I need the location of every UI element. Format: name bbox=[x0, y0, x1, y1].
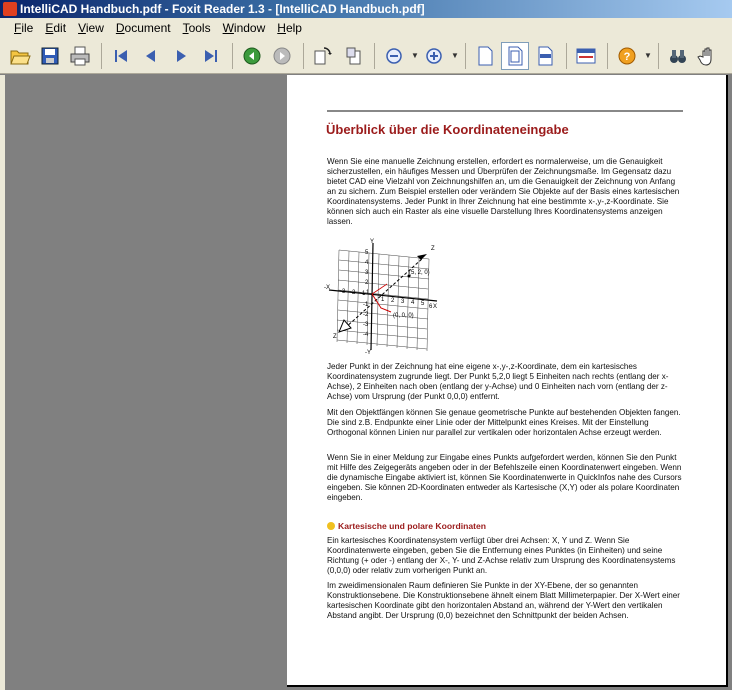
toolbar-separator bbox=[232, 43, 233, 69]
menu-grip bbox=[0, 18, 8, 38]
svg-text:5: 5 bbox=[421, 301, 425, 307]
rotate-clockwise-icon[interactable] bbox=[309, 42, 337, 70]
toolbar-separator bbox=[566, 43, 567, 69]
svg-text:3: 3 bbox=[401, 299, 405, 305]
toolbar-separator bbox=[465, 43, 466, 69]
svg-text:-2: -2 bbox=[350, 290, 356, 296]
ruler-icon[interactable] bbox=[572, 42, 600, 70]
svg-text:-3: -3 bbox=[340, 289, 346, 295]
menu-help[interactable]: Help bbox=[277, 21, 302, 35]
menu-window[interactable]: Window bbox=[222, 21, 266, 35]
zoom-out-icon[interactable] bbox=[380, 42, 408, 70]
toolbar-separator bbox=[303, 43, 304, 69]
paragraph-object-snaps: Mit den Objektfängen können Sie genaue geometrische Punkte auf bestehenden Objekten fangen. Die sind z.B. Endpunkte einer Linie oder der Mittelpunkt eines Kreises. Mit der Einstellung Orthogonal können Linien nur parallel zur vertikalen oder horizontalen Achse erzeugt werden. bbox=[327, 408, 681, 437]
point-label-520: (5, 2, 0) bbox=[409, 270, 430, 276]
zoom-out-dropdown-icon[interactable]: ▼ bbox=[411, 51, 419, 60]
svg-text:1: 1 bbox=[381, 297, 385, 303]
paragraph-point-explanation: Jeder Punkt in der Zeichnung hat eine eigene x-,y-,z-Koordinate, dem ein kartesisches Koordinatensystem zugrunde liegt. Der Punkt 5,2,0 liegt 5 Einheiten nach rechts (entlang der x-Achse), 2 Einheiten nach oben (entlang der y-Achse) und 0 Einheiten nach vorn (entlang der z-Achse) vom Ursprung (der Punkt 0,0,0) entfernt. bbox=[327, 362, 669, 401]
rotate-counterclockwise-icon[interactable] bbox=[339, 42, 367, 70]
svg-text:-1: -1 bbox=[363, 302, 369, 308]
foxit-app-icon[interactable] bbox=[3, 2, 17, 16]
menu-file[interactable]: File bbox=[14, 21, 34, 35]
point-leader bbox=[372, 284, 387, 294]
print-icon[interactable] bbox=[66, 42, 94, 70]
z-axis-arrowhead-icon bbox=[417, 254, 427, 260]
save-disk-icon[interactable] bbox=[36, 42, 64, 70]
neg-x-axis-label: -X bbox=[324, 285, 330, 291]
x-axis-label: X bbox=[433, 304, 438, 310]
zoom-in-dropdown-icon[interactable]: ▼ bbox=[451, 51, 459, 60]
toolbar-separator bbox=[101, 43, 102, 69]
help-icon[interactable] bbox=[613, 42, 641, 70]
svg-text:4: 4 bbox=[365, 260, 369, 266]
menu-edit[interactable]: Edit bbox=[45, 21, 67, 35]
window-title: IntelliCAD Handbuch.pdf - Foxit Reader 1.3 - [IntelliCAD Handbuch.pdf] bbox=[20, 2, 425, 16]
zoom-in-icon[interactable] bbox=[420, 42, 448, 70]
previous-page-icon[interactable] bbox=[137, 42, 165, 70]
forward-icon[interactable] bbox=[268, 42, 296, 70]
page-heading: Überblick über die Koordinateneingabe bbox=[326, 122, 569, 137]
header-rule bbox=[327, 110, 683, 112]
svg-text:-4: -4 bbox=[363, 332, 369, 338]
document-viewport[interactable] bbox=[0, 75, 732, 690]
svg-text:?: ? bbox=[623, 50, 631, 63]
toolbar bbox=[0, 38, 732, 74]
y-axis bbox=[371, 243, 373, 350]
find-binoculars-icon[interactable] bbox=[664, 42, 692, 70]
svg-text:2: 2 bbox=[365, 280, 369, 286]
z-axis-label: Z bbox=[431, 246, 435, 252]
toolbar-separator bbox=[607, 43, 608, 69]
menu-view[interactable]: View bbox=[78, 21, 104, 35]
single-page-icon[interactable] bbox=[471, 42, 499, 70]
z-axis-arrow-icon bbox=[339, 320, 351, 332]
next-page-icon[interactable] bbox=[167, 42, 195, 70]
pdf-page bbox=[287, 75, 728, 687]
paragraph-intro: Wenn Sie eine manuelle Zeichnung erstellen, erfordert es normalerweise, um die Genauigkeit sicherzustellen, ein häufiges Messen und Überprüfen der Zeichnungsmaße. Im Gegensatz dazu bietet CAD eine Vielzahl von Zeichnungshilfen an, um die Genauigkeit der Zeichnung von Anfang an zu sichern. Zum Beispiel erstellen oder verändern Sie Objekte auf der Basis eines kartesischen Koordinatensystems. Jeder Punkt in Ihrer Zeichnung hat eine bestimmte x-,y-,z-Koordinate. Sie können sich auch ein Raster als eine visuelle Darstellung Ihres Koordinatensystems anzeigen lassen. bbox=[327, 157, 680, 226]
menu-bar bbox=[0, 18, 732, 38]
paragraph-2d-space: Im zweidimensionalen Raum definieren Sie Punkte in der XY-Ebene, der so genannten Konstruktionsebene. Die Konstruktionsebene ähnelt einem Blatt Millimeterpapier. Der X-Wert einer kartesischen Koordinate gibt den horizontalen Abstand an, während der Y-Wert den vertikalen Abstand angibt. Der Ursprung (0,0) bezeichnet den Schnittpunkt der beiden Achsen. bbox=[327, 581, 681, 620]
svg-text:6: 6 bbox=[429, 304, 433, 310]
fit-width-icon[interactable] bbox=[531, 42, 559, 70]
menu-tools[interactable]: Tools bbox=[182, 21, 211, 35]
collapsed-side-pane[interactable] bbox=[0, 75, 6, 690]
subheading-text: Kartesische und polare Koordinaten bbox=[338, 521, 487, 531]
help-dropdown-icon[interactable]: ▼ bbox=[644, 51, 652, 60]
section-subheading bbox=[327, 521, 486, 531]
neg-y-axis-label: -Y bbox=[365, 350, 371, 356]
svg-text:-3: -3 bbox=[363, 322, 369, 328]
coordinate-system-diagram bbox=[325, 238, 441, 356]
toolbar-separator bbox=[374, 43, 375, 69]
svg-text:2: 2 bbox=[391, 298, 395, 304]
svg-text:5: 5 bbox=[365, 250, 369, 256]
first-page-icon[interactable] bbox=[107, 42, 135, 70]
open-folder-icon[interactable] bbox=[6, 42, 34, 70]
y-axis-label: Y bbox=[370, 239, 375, 245]
fit-page-icon[interactable] bbox=[501, 42, 529, 70]
svg-text:3: 3 bbox=[365, 270, 369, 276]
svg-text:4: 4 bbox=[411, 300, 415, 306]
back-icon[interactable] bbox=[238, 42, 266, 70]
origin-label: (0, 0, 0) bbox=[393, 313, 414, 319]
last-page-icon[interactable] bbox=[197, 42, 225, 70]
hand-tool-icon[interactable] bbox=[694, 42, 722, 70]
svg-text:-2: -2 bbox=[363, 312, 369, 318]
svg-text:1: 1 bbox=[366, 290, 370, 296]
svg-text:-1: -1 bbox=[360, 291, 366, 297]
bullet-icon bbox=[327, 522, 335, 530]
neg-z-axis-label: Z bbox=[333, 334, 337, 340]
menu-document[interactable]: Document bbox=[115, 21, 171, 35]
paragraph-point-input: Wenn Sie in einer Meldung zur Eingabe eines Punkts aufgefordert werden, können Sie den Punkt mit Hilfe des Zeigegeräts angeben oder in der Befehlszeile einen Koordinatenwert eingeben. Wenn die dynamische Eingabe aktiviert ist, können Sie Koordinatenwerte in QuickInfos nahe des Cursors eingeben. Sie können 2D-Koordinaten entweder als Kartesische (X,Y) oder als polare Koordinaten eingeben. bbox=[327, 453, 682, 502]
title-bar bbox=[0, 0, 732, 18]
paragraph-cartesian-axes: Ein kartesisches Koordinatensystem verfügt über drei Achsen: X, Y und Z. Wenn Sie Koordinatenwerte eingeben, geben Sie die Entfernung eines Punktes (in Einheiten) und seine Richtung (+ oder -) entlang der X-, Y- und Z-Achse relativ zum Ursprung des Koordinatensystems (0,0,0) oder relativ zum vorherigen Punkt an. bbox=[327, 536, 676, 575]
toolbar-separator bbox=[658, 43, 659, 69]
